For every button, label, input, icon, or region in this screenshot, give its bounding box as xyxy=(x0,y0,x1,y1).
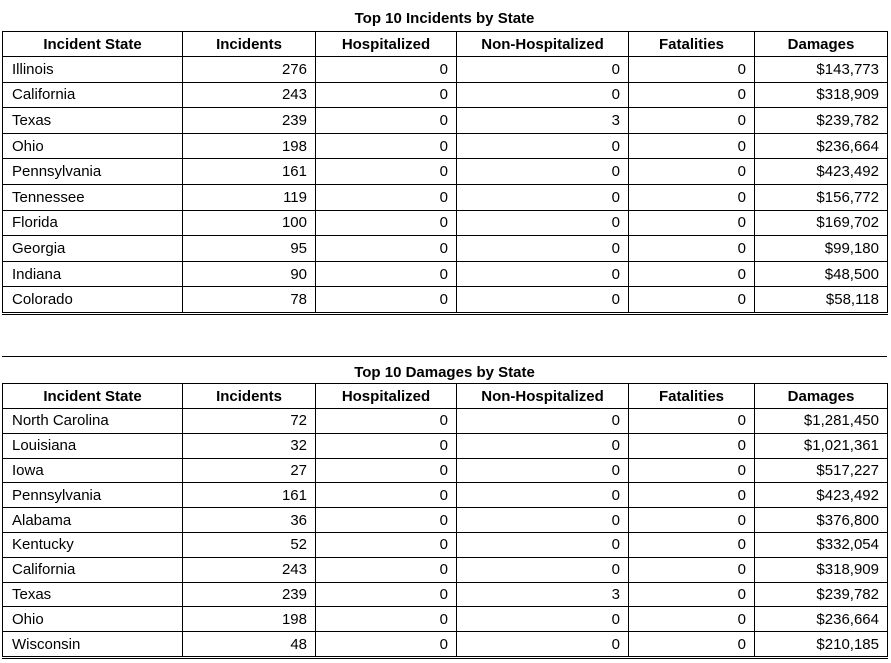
cell-non-hospitalized: 0 xyxy=(457,236,629,262)
cell-fatalities: 0 xyxy=(629,582,755,607)
cell-incidents: 78 xyxy=(183,287,316,314)
header-row xyxy=(3,384,888,409)
cell-hospitalized: 0 xyxy=(316,607,457,632)
table-row xyxy=(3,557,888,582)
cell-incidents: 27 xyxy=(183,458,316,483)
column-header-incidents: Incidents xyxy=(183,384,316,409)
table-header xyxy=(3,32,888,57)
cell-non-hospitalized: 0 xyxy=(457,287,629,314)
column-header-damages: Damages xyxy=(755,384,888,409)
table-row xyxy=(3,236,888,262)
cell-hospitalized: 0 xyxy=(316,236,457,262)
cell-incidents: 48 xyxy=(183,632,316,658)
cell-incident-state: Iowa xyxy=(3,458,183,483)
table-title: Top 10 Incidents by State xyxy=(354,10,535,27)
cell-incident-state: Georgia xyxy=(3,236,183,262)
cell-incidents: 239 xyxy=(183,582,316,607)
cell-incidents: 239 xyxy=(183,108,316,134)
column-header-non-hospitalized: Non-Hospitalized xyxy=(457,384,629,409)
cell-hospitalized: 0 xyxy=(316,184,457,210)
cell-incident-state: Ohio xyxy=(3,133,183,159)
cell-non-hospitalized: 0 xyxy=(457,261,629,287)
table-row xyxy=(3,632,888,658)
cell-damages: $1,281,450 xyxy=(755,409,888,434)
cell-incidents: 198 xyxy=(183,607,316,632)
cell-non-hospitalized: 0 xyxy=(457,184,629,210)
cell-fatalities: 0 xyxy=(629,632,755,658)
column-header-fatalities: Fatalities xyxy=(629,32,755,57)
cell-incidents: 100 xyxy=(183,210,316,236)
cell-incidents: 119 xyxy=(183,184,316,210)
cell-non-hospitalized: 0 xyxy=(457,210,629,236)
cell-non-hospitalized: 0 xyxy=(457,557,629,582)
cell-damages: $156,772 xyxy=(755,184,888,210)
cell-damages: $58,118 xyxy=(755,287,888,314)
cell-incident-state: Louisiana xyxy=(3,433,183,458)
table-row xyxy=(3,184,888,210)
top-incidents-table xyxy=(2,31,888,315)
cell-incidents: 276 xyxy=(183,57,316,83)
cell-non-hospitalized: 0 xyxy=(457,82,629,108)
cell-hospitalized: 0 xyxy=(316,458,457,483)
cell-hospitalized: 0 xyxy=(316,632,457,658)
cell-fatalities: 0 xyxy=(629,532,755,557)
cell-hospitalized: 0 xyxy=(316,508,457,533)
cell-damages: $332,054 xyxy=(755,532,888,557)
cell-hospitalized: 0 xyxy=(316,133,457,159)
cell-hospitalized: 0 xyxy=(316,483,457,508)
column-header-fatalities: Fatalities xyxy=(629,384,755,409)
cell-non-hospitalized: 0 xyxy=(457,433,629,458)
table-row xyxy=(3,607,888,632)
cell-fatalities: 0 xyxy=(629,607,755,632)
cell-non-hospitalized: 0 xyxy=(457,133,629,159)
cell-damages: $1,021,361 xyxy=(755,433,888,458)
cell-incident-state: Indiana xyxy=(3,261,183,287)
table-header xyxy=(3,384,888,409)
cell-fatalities: 0 xyxy=(629,483,755,508)
cell-damages: $236,664 xyxy=(755,133,888,159)
table-row xyxy=(3,57,888,83)
cell-incident-state: California xyxy=(3,557,183,582)
cell-hospitalized: 0 xyxy=(316,287,457,314)
table-body xyxy=(3,57,888,314)
table-row xyxy=(3,458,888,483)
cell-incidents: 95 xyxy=(183,236,316,262)
table-row xyxy=(3,409,888,434)
table-title: Top 10 Damages by State xyxy=(2,356,887,383)
cell-hospitalized: 0 xyxy=(316,557,457,582)
cell-damages: $239,782 xyxy=(755,582,888,607)
table-row xyxy=(3,508,888,533)
column-header-damages: Damages xyxy=(755,32,888,57)
cell-damages: $169,702 xyxy=(755,210,888,236)
column-header-incidents: Incidents xyxy=(183,32,316,57)
top-damages-table xyxy=(2,383,888,659)
cell-non-hospitalized: 0 xyxy=(457,483,629,508)
cell-incident-state: Kentucky xyxy=(3,532,183,557)
cell-incident-state: Wisconsin xyxy=(3,632,183,658)
cell-non-hospitalized: 0 xyxy=(457,57,629,83)
cell-hospitalized: 0 xyxy=(316,582,457,607)
cell-fatalities: 0 xyxy=(629,236,755,262)
table-row xyxy=(3,582,888,607)
cell-damages: $423,492 xyxy=(755,483,888,508)
cell-hospitalized: 0 xyxy=(316,159,457,185)
table-row xyxy=(3,210,888,236)
cell-non-hospitalized: 0 xyxy=(457,632,629,658)
table-row xyxy=(3,287,888,314)
cell-incident-state: Florida xyxy=(3,210,183,236)
cell-fatalities: 0 xyxy=(629,287,755,314)
cell-fatalities: 0 xyxy=(629,508,755,533)
cell-incidents: 52 xyxy=(183,532,316,557)
cell-fatalities: 0 xyxy=(629,210,755,236)
cell-fatalities: 0 xyxy=(629,159,755,185)
cell-hospitalized: 0 xyxy=(316,532,457,557)
cell-fatalities: 0 xyxy=(629,261,755,287)
table-row xyxy=(3,433,888,458)
column-header-hospitalized: Hospitalized xyxy=(316,32,457,57)
cell-non-hospitalized: 0 xyxy=(457,508,629,533)
cell-incidents: 36 xyxy=(183,508,316,533)
cell-fatalities: 0 xyxy=(629,433,755,458)
incidents-table-block xyxy=(2,6,887,315)
cell-incident-state: Tennessee xyxy=(3,184,183,210)
cell-fatalities: 0 xyxy=(629,557,755,582)
header-row xyxy=(3,32,888,57)
table-row xyxy=(3,108,888,134)
cell-non-hospitalized: 0 xyxy=(457,159,629,185)
column-header-incident-state: Incident State xyxy=(3,384,183,409)
cell-fatalities: 0 xyxy=(629,57,755,83)
cell-fatalities: 0 xyxy=(629,184,755,210)
cell-non-hospitalized: 0 xyxy=(457,409,629,434)
table-row xyxy=(3,82,888,108)
cell-incident-state: Ohio xyxy=(3,607,183,632)
cell-incident-state: Pennsylvania xyxy=(3,159,183,185)
cell-damages: $376,800 xyxy=(755,508,888,533)
cell-non-hospitalized: 0 xyxy=(457,458,629,483)
damages-table-block xyxy=(2,356,887,659)
cell-hospitalized: 0 xyxy=(316,82,457,108)
cell-incident-state: California xyxy=(3,82,183,108)
cell-incident-state: North Carolina xyxy=(3,409,183,434)
cell-damages: $517,227 xyxy=(755,458,888,483)
cell-non-hospitalized: 3 xyxy=(457,108,629,134)
cell-non-hospitalized: 0 xyxy=(457,607,629,632)
cell-damages: $318,909 xyxy=(755,82,888,108)
cell-incidents: 90 xyxy=(183,261,316,287)
cell-incidents: 72 xyxy=(183,409,316,434)
cell-incidents: 243 xyxy=(183,557,316,582)
cell-incident-state: Illinois xyxy=(3,57,183,83)
cell-hospitalized: 0 xyxy=(316,210,457,236)
cell-incident-state: Colorado xyxy=(3,287,183,314)
cell-non-hospitalized: 3 xyxy=(457,582,629,607)
cell-hospitalized: 0 xyxy=(316,57,457,83)
table-body xyxy=(3,409,888,658)
cell-damages: $48,500 xyxy=(755,261,888,287)
cell-fatalities: 0 xyxy=(629,409,755,434)
cell-incident-state: Texas xyxy=(3,108,183,134)
cell-damages: $143,773 xyxy=(755,57,888,83)
cell-hospitalized: 0 xyxy=(316,409,457,434)
table-row xyxy=(3,261,888,287)
cell-fatalities: 0 xyxy=(629,458,755,483)
cell-incidents: 161 xyxy=(183,159,316,185)
cell-incidents: 243 xyxy=(183,82,316,108)
cell-non-hospitalized: 0 xyxy=(457,532,629,557)
cell-hospitalized: 0 xyxy=(316,433,457,458)
cell-incidents: 161 xyxy=(183,483,316,508)
column-header-non-hospitalized: Non-Hospitalized xyxy=(457,32,629,57)
column-header-hospitalized: Hospitalized xyxy=(316,384,457,409)
cell-incidents: 32 xyxy=(183,433,316,458)
table-row xyxy=(3,483,888,508)
cell-damages: $318,909 xyxy=(755,557,888,582)
cell-incident-state: Pennsylvania xyxy=(3,483,183,508)
cell-damages: $236,664 xyxy=(755,607,888,632)
cell-fatalities: 0 xyxy=(629,82,755,108)
cell-damages: $99,180 xyxy=(755,236,888,262)
cell-damages: $210,185 xyxy=(755,632,888,658)
cell-fatalities: 0 xyxy=(629,108,755,134)
cell-hospitalized: 0 xyxy=(316,108,457,134)
column-header-incident-state: Incident State xyxy=(3,32,183,57)
table-row xyxy=(3,133,888,159)
cell-damages: $239,782 xyxy=(755,108,888,134)
table-row xyxy=(3,159,888,185)
cell-hospitalized: 0 xyxy=(316,261,457,287)
cell-incident-state: Texas xyxy=(3,582,183,607)
cell-incident-state: Alabama xyxy=(3,508,183,533)
table-row xyxy=(3,532,888,557)
cell-fatalities: 0 xyxy=(629,133,755,159)
cell-damages: $423,492 xyxy=(755,159,888,185)
cell-incidents: 198 xyxy=(183,133,316,159)
